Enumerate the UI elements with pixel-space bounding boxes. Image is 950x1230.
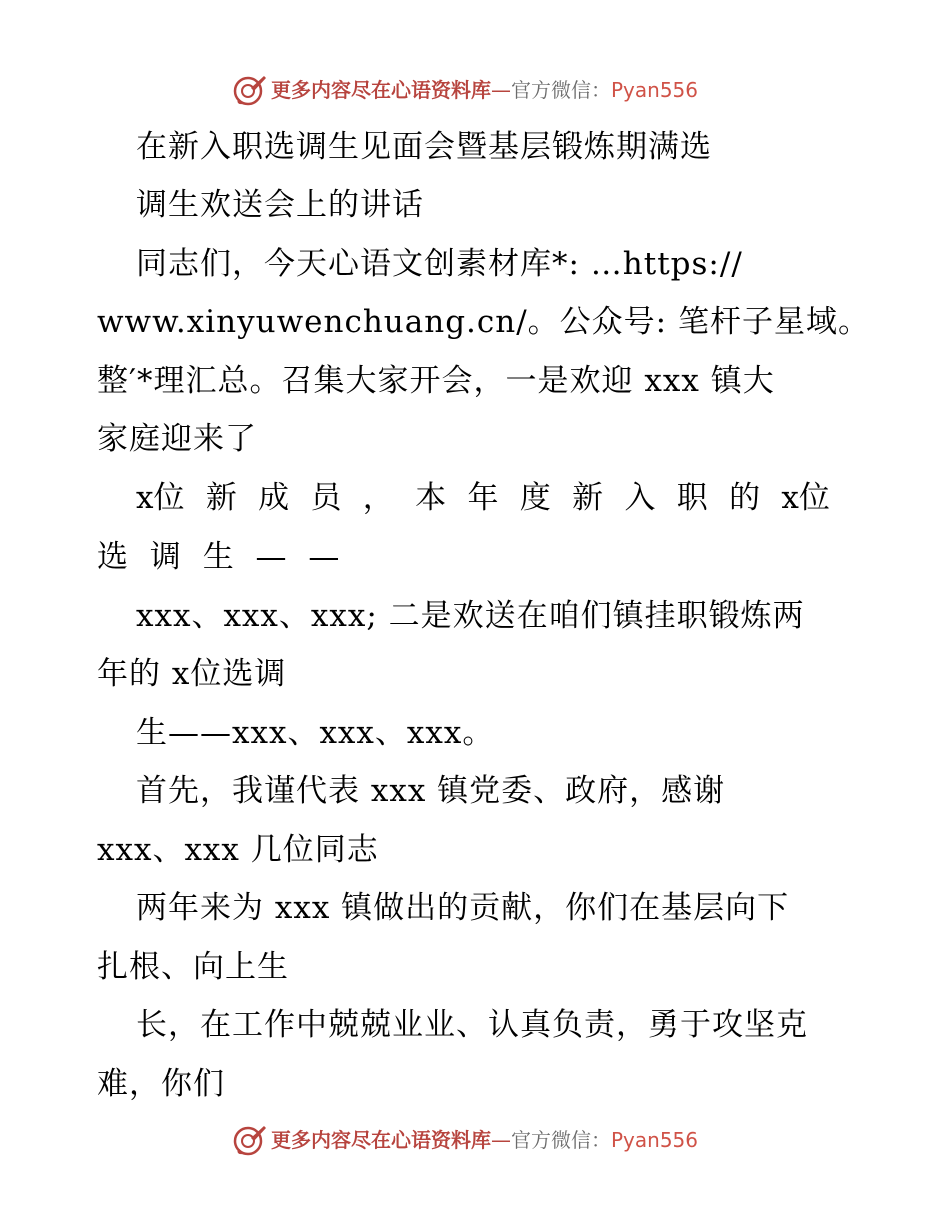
- word: 度: [519, 480, 551, 516]
- word: 本: [415, 480, 447, 516]
- banner-wechat-id: Pyan556: [611, 1128, 699, 1152]
- doc-title-line-2: 调生欢送会上的讲话: [136, 187, 424, 223]
- text-line: www.xinyuwenchuang.cn/。公众号: 笔杆子星域。: [97, 304, 870, 340]
- footer-banner-text: [271, 1128, 698, 1152]
- text-line: 生——xxx、xxx、xxx。: [136, 715, 495, 751]
- word: 新: [572, 480, 604, 516]
- pen-logo-icon: [233, 1123, 267, 1157]
- banner-separator: —: [491, 1128, 511, 1152]
- text-line: 两年来为 xxx 镇做出的贡献，你们在基层向下: [136, 890, 790, 926]
- text-line: 选 调 生 — —: [97, 539, 346, 575]
- text-line: 难，你们: [97, 1066, 225, 1102]
- text-line: 长，在工作中兢兢业业、认真负责，勇于攻坚克: [136, 1007, 808, 1043]
- word: x位: [136, 480, 185, 516]
- word: 的: [729, 480, 761, 516]
- text-line: xxx、xxx 几位同志: [97, 832, 379, 868]
- word: 职: [676, 480, 708, 516]
- text-line: xxx、xxx、xxx; 二是欢送在咱们镇挂职锻炼两: [136, 598, 805, 634]
- banner-brand: 更多内容尽在心语资料库: [271, 78, 491, 102]
- text-line: 年的 x位选调: [97, 656, 287, 692]
- banner-brand: 更多内容尽在心语资料库: [271, 1128, 491, 1152]
- word: 入: [624, 480, 656, 516]
- word: x位: [781, 480, 830, 516]
- doc-title-line-1: 在新入职选调生见面会暨基层锻炼期满选: [136, 129, 712, 165]
- text-line: 家庭迎来了: [97, 421, 257, 457]
- word: 年: [467, 480, 499, 516]
- banner-wechat-label: 官方微信：: [511, 78, 611, 102]
- banner-wechat-id: Pyan556: [611, 78, 699, 102]
- footer-banner: [233, 1122, 733, 1158]
- pen-logo-icon: [233, 73, 267, 107]
- header-banner: [233, 72, 733, 108]
- word: 成: [258, 480, 290, 516]
- text-line: 首先，我谨代表 xxx 镇党委、政府，感谢: [136, 773, 726, 809]
- text-line: 扎根、向上生: [97, 949, 289, 985]
- word: 员: [310, 480, 342, 516]
- text-line-justified: [136, 478, 830, 518]
- text-line: 同志们，今天心语文创素材库*: …https://: [136, 246, 743, 282]
- header-banner-text: [271, 78, 698, 102]
- banner-separator: —: [491, 78, 511, 102]
- banner-wechat-label: 官方微信：: [511, 1128, 611, 1152]
- text-line: 整′*理汇总。召集大家开会，一是欢迎 xxx 镇大: [97, 363, 775, 399]
- word: ，: [362, 480, 394, 516]
- word: 新: [205, 480, 237, 516]
